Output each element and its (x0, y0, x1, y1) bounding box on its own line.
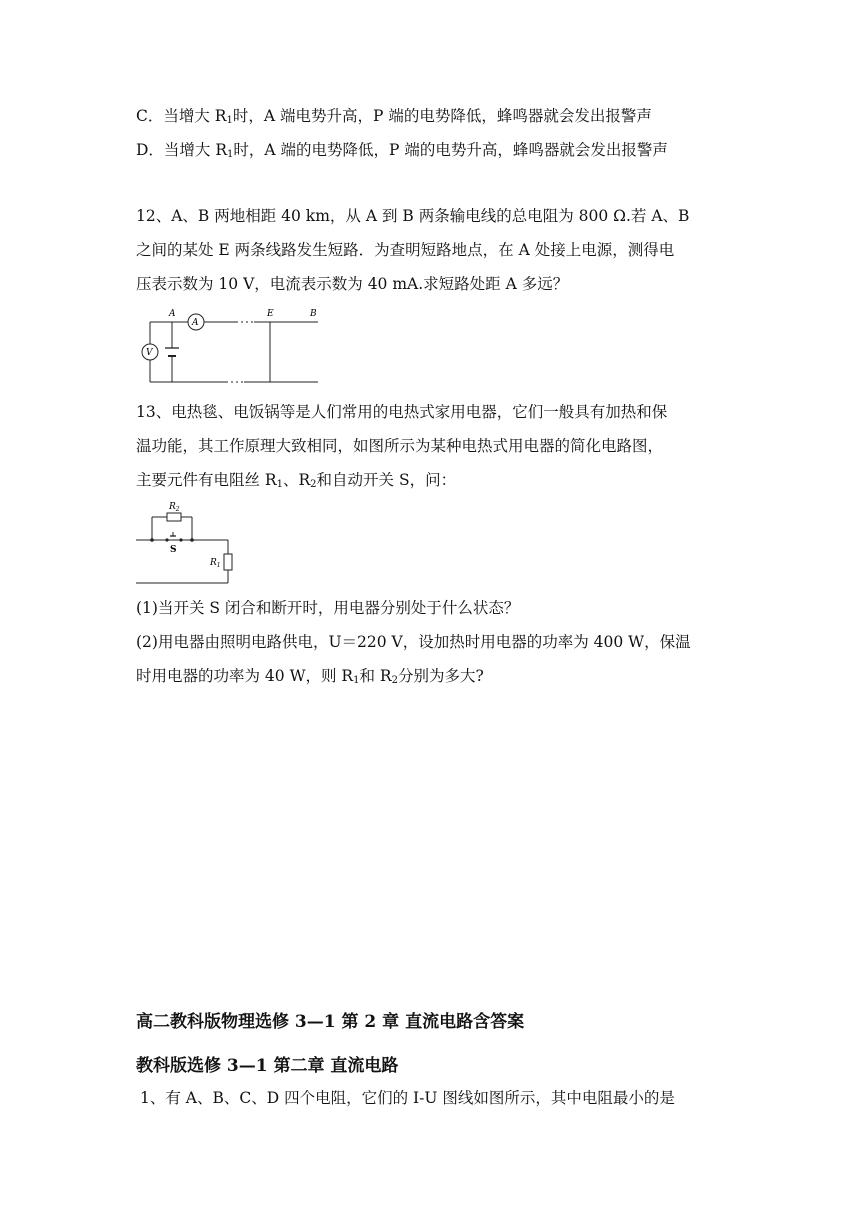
q1-text: 1、有 A、B、C、D 四个电阻，它们的 I-U 图线如图所示，其中电阻最小的是 (140, 1089, 675, 1107)
q12-line-3: 压表示数为 10 V，电流表示数为 40 mA.求短路处距 A 多远？ (136, 275, 569, 293)
q12-line-1: 12、A、B 两地相距 40 km，从 A 到 B 两条输电线的总电阻为 800 Ω.若 A、B (136, 207, 690, 225)
section-title: 高二教科版物理选修 3—1 第 2 章 直流电路含答案 (136, 1012, 525, 1032)
label-r1: $R_1$ (210, 558, 221, 569)
q13-subquestion-2-line-2: 时用电器的功率为 40 W，则 $R_1$和 $R_2$分别为多大? (136, 667, 484, 686)
q13-line-3: 主要元件有电阻丝 $R_1$、$R_2$和自动开关 S，问： (136, 471, 457, 490)
label-r2: $R_2$ (169, 502, 180, 513)
q13-line-1: 13、电热毯、电饭锅等是人们常用的电热式家用电器，它们一般具有加热和保 (136, 403, 668, 421)
q13-circuit-diagram (136, 496, 246, 588)
q13-line-2: 温功能，其工作原理大致相同，如图所示为某种电热式用电器的简化电路图， (136, 437, 664, 455)
q12-circuit-diagram (136, 304, 326, 386)
q13-subquestion-2-line-1: (2)用电器由照明电路供电，U＝220 V，设加热时用电器的功率为 400 W，保温 (136, 633, 691, 651)
option-d: D．当增大 $R_1$时，A 端的电势降低，P 端的电势升高，蜂鸣器就会发出报警声 (136, 141, 668, 160)
label-point-e: E (267, 309, 274, 319)
label-point-a: A (169, 309, 176, 319)
chapter-title: 教科版选修 3—1 第二章 直流电路 (136, 1056, 399, 1076)
q13-subquestion-1: (1)当开关 S 闭合和断开时，用电器分别处于什么状态？ (136, 599, 520, 617)
q12-line-2: 之间的某处 E 两条线路发生短路．为查明短路地点，在 A 处接上电源，测得电 (136, 241, 675, 259)
label-point-b: B (310, 309, 317, 319)
label-voltmeter: V (146, 348, 153, 358)
option-c: C．当增大 $R_1$时，A 端电势升高，P 端的电势降低，蜂鸣器就会发出报警声 (136, 107, 652, 126)
label-switch-s: S (170, 545, 177, 555)
label-ammeter: A (192, 318, 199, 328)
